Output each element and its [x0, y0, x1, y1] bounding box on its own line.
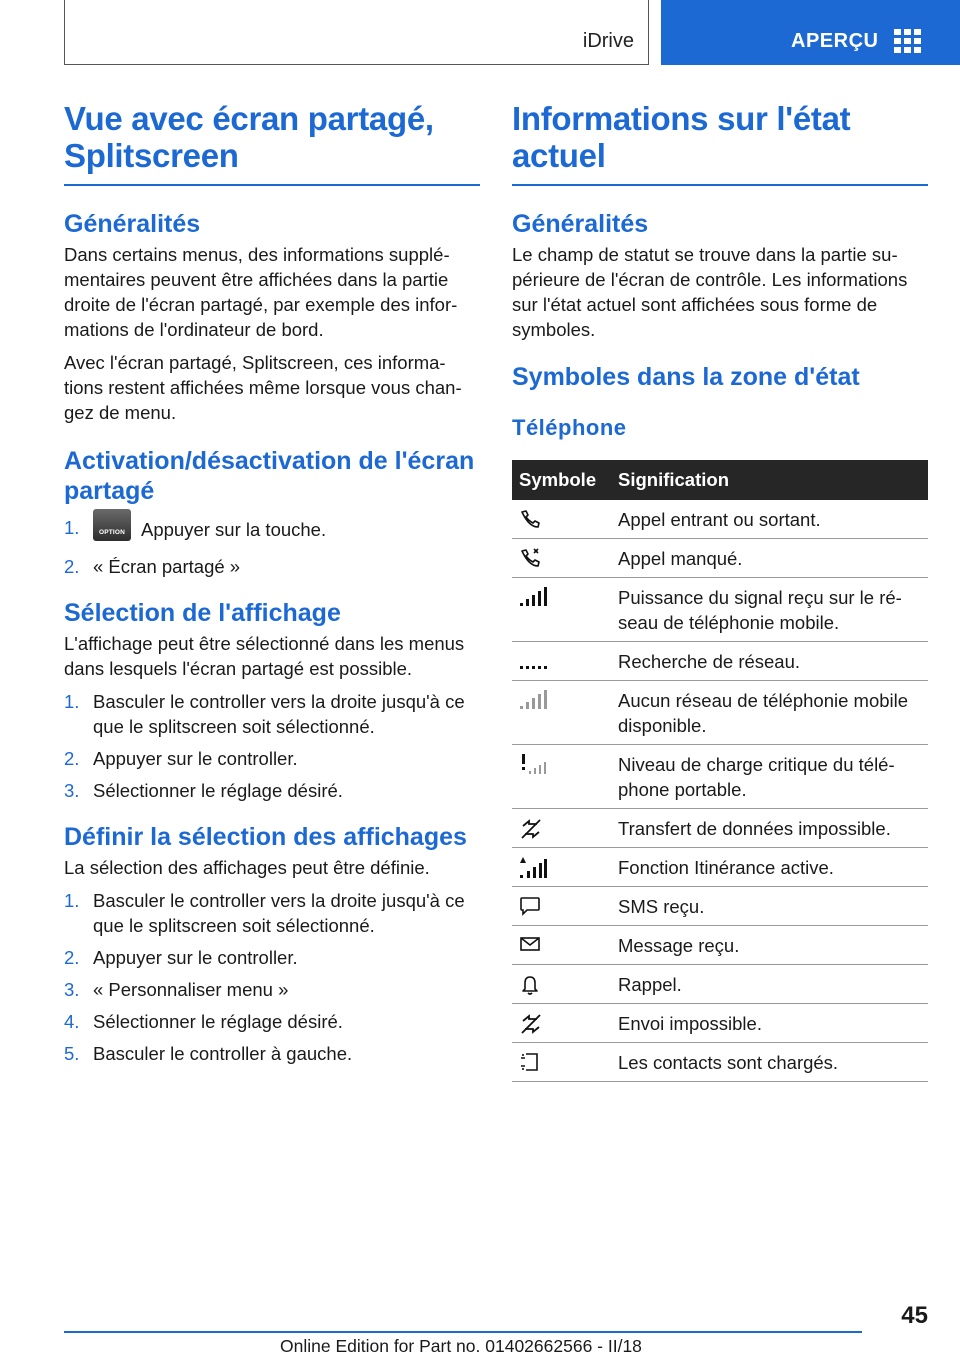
list-item [64, 1041, 480, 1066]
step-text: Basculer le controller à gauche. [93, 1043, 353, 1064]
column-header-symbol: Symbole [512, 460, 611, 500]
roaming-icon [519, 857, 547, 879]
table-cell-meaning: SMS reçu. [611, 887, 928, 926]
step-text: Basculer le controller vers la droite jusqu'à ce que le splitscreen soit sélectionné. [93, 691, 465, 737]
list-item [64, 746, 480, 771]
step-number: 1. [64, 517, 80, 538]
phone-call-icon [519, 509, 541, 529]
list-item [64, 778, 480, 803]
right-column [512, 100, 928, 1082]
header-section-label: iDrive [582, 30, 634, 52]
missed-call-icon [519, 548, 541, 568]
heading-activation: Activation/désactivation de l'écran partagé [64, 447, 475, 505]
send-failed-icon [519, 1013, 543, 1035]
table-row [512, 1043, 928, 1082]
step-number: 5. [64, 1043, 80, 1064]
page-number: 45 [901, 1302, 928, 1329]
paragraph: Dans certains menus, des informations supplé-mentaires peuvent être affichées dans la partie droite de l'écran partagé, par exemple des infor-mations de l'ordinateur de bord. [64, 244, 458, 340]
step-number: 3. [64, 780, 80, 801]
table-cell-meaning: Les contacts sont chargés. [611, 1043, 928, 1082]
step-number: 4. [64, 1011, 80, 1032]
table-row [512, 745, 928, 809]
table-row [512, 809, 928, 848]
table-cell-meaning: Appel entrant ou sortant. [611, 500, 928, 539]
table-cell-meaning: Rappel. [611, 965, 928, 1004]
table-cell-meaning: Niveau de charge critique du télé-phone portable. [611, 745, 928, 809]
step-number: 2. [64, 947, 80, 968]
step-number: 1. [64, 890, 80, 911]
table-row [512, 642, 928, 681]
step-text: Appuyer sur la touche. [141, 518, 327, 540]
list-item [64, 977, 480, 1002]
overview-label: APERÇU [791, 30, 879, 52]
message-icon [519, 935, 541, 953]
list-item [64, 888, 480, 938]
table-row [512, 848, 928, 887]
paragraph: L'affichage peut être sélectionné dans les menus dans lesquels l'écran partagé est possible. [64, 633, 465, 679]
step-number: 2. [64, 748, 80, 769]
table-row [512, 578, 928, 642]
no-network-icon [519, 690, 547, 710]
table-cell-meaning: Message reçu. [611, 926, 928, 965]
heading-generalities-right: Généralités [512, 210, 649, 238]
step-number: 3. [64, 979, 80, 1000]
step-text: « Écran partagé » [93, 556, 241, 577]
table-row [512, 1004, 928, 1043]
footer-edition: Online Edition for Part no. 01402662566 - II/18 [280, 1336, 642, 1356]
step-text: Appuyer sur le controller. [93, 748, 298, 769]
step-number: 1. [64, 691, 80, 712]
step-text: Appuyer sur le controller. [93, 947, 298, 968]
header-tab-idrive[interactable] [64, 0, 649, 65]
table-cell-meaning: Transfert de données impossible. [611, 809, 928, 848]
activation-steps [64, 515, 480, 579]
title-rule [64, 184, 480, 186]
heading-generalities-left: Généralités [64, 210, 201, 238]
table-row [512, 926, 928, 965]
list-item [64, 515, 480, 547]
paragraph: La sélection des affichages peut être définie. [64, 857, 430, 878]
step-number: 2. [64, 556, 80, 577]
option-button-icon [93, 509, 131, 541]
table-cell-meaning: Aucun réseau de téléphonie mobile disponible. [611, 681, 928, 745]
no-data-transfer-icon [519, 818, 543, 840]
contacts-loaded-icon [519, 1052, 541, 1072]
heading-define-selection: Définir la sélection des affichages [64, 823, 467, 851]
page-title-right: Informations sur l'état actuel [512, 100, 851, 174]
table-cell-meaning: Envoi impossible. [611, 1004, 928, 1043]
page-title-left: Vue avec écran partagé, Splitscreen [64, 100, 434, 174]
table-cell-meaning: Puissance du signal reçu sur le ré-seau de téléphonie mobile. [611, 578, 928, 642]
table-row [512, 681, 928, 745]
grid-menu-icon [894, 29, 921, 53]
table-header-row [512, 460, 928, 500]
paragraph: Le champ de statut se trouve dans la partie su-périeure de l'écran de contrôle. Les informations sur l'état actuel sont affichées sous forme de symboles. [512, 244, 908, 340]
list-item [64, 554, 480, 579]
table-cell-meaning: Fonction Itinérance active. [611, 848, 928, 887]
list-item [64, 689, 480, 739]
step-text: Sélectionner le réglage désiré. [93, 1011, 343, 1032]
define-steps [64, 888, 480, 1066]
list-item [64, 945, 480, 970]
table-row [512, 500, 928, 539]
reminder-bell-icon [519, 974, 541, 996]
list-item [64, 1009, 480, 1034]
step-text: Sélectionner le réglage désiré. [93, 780, 343, 801]
low-battery-icon [519, 754, 547, 776]
table-row [512, 887, 928, 926]
sms-icon [519, 896, 541, 916]
symbols-table [512, 460, 928, 1082]
overview-button[interactable] [661, 0, 960, 65]
table-cell-meaning: Recherche de réseau. [611, 642, 928, 681]
heading-status-symbols: Symboles dans la zone d'état [512, 363, 860, 391]
paragraph: Avec l'écran partagé, Splitscreen, ces informa-tions restent affichées même lorsque vous chan-gez de menu. [64, 352, 462, 423]
table-row [512, 539, 928, 578]
heading-selection: Sélection de l'affichage [64, 599, 341, 627]
step-text: Basculer le controller vers la droite jusqu'à ce que le splitscreen soit sélectionné. [93, 890, 465, 936]
footer-rule [64, 1331, 862, 1333]
column-header-meaning: Signification [611, 460, 928, 500]
step-text: « Personnaliser menu » [93, 979, 289, 1000]
left-column [64, 100, 480, 1073]
signal-strength-icon [519, 587, 547, 607]
table-row [512, 965, 928, 1004]
title-rule [512, 184, 928, 186]
selection-steps [64, 689, 480, 803]
option-button-label: OPTION [98, 529, 126, 536]
table-cell-meaning: Appel manqué. [611, 539, 928, 578]
heading-telephone: Téléphone [512, 415, 627, 440]
network-search-icon [519, 651, 547, 671]
